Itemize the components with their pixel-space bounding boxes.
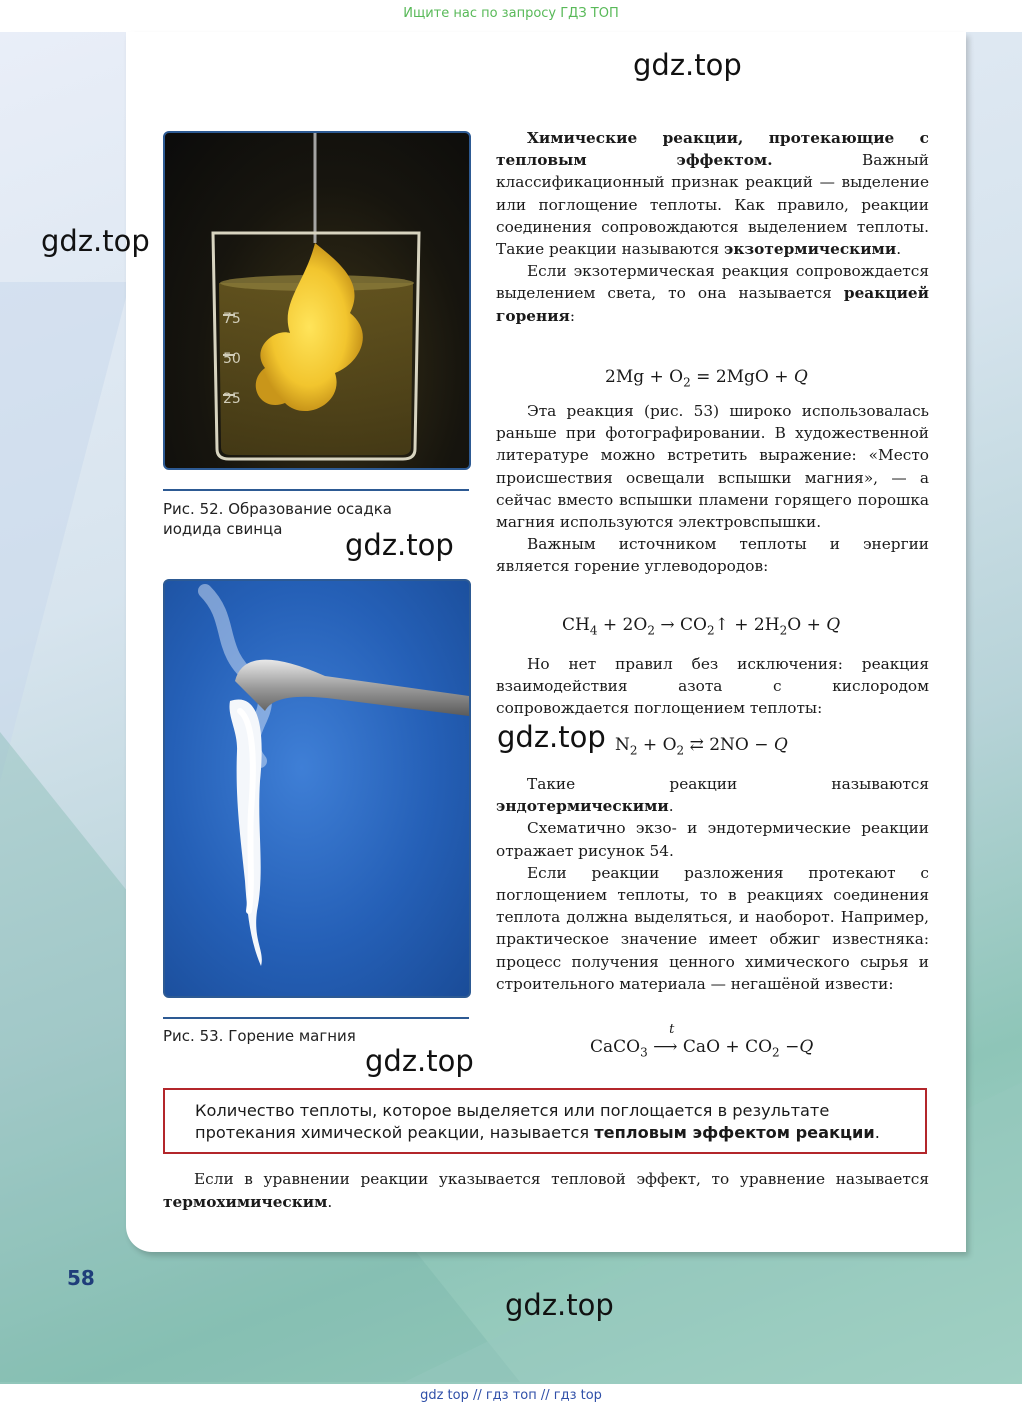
watermark: gdz.top	[41, 224, 150, 258]
equation-2: $CH_4 + 2O_2$ → $CO_2↑ + 2H_2O + Q$	[562, 615, 841, 638]
beaker-mark-50: 50	[223, 351, 241, 367]
paragraph: Если реакции разложения протекают с поглощением теплоты, то в реакциях соединения теплота должна выделяться, и наоборот. Например, практическое значение имеет обжиг известняка: процесс получения ценного химического сырья и строительного материала — негашёной извести:	[496, 863, 929, 993]
text-block-1	[496, 127, 929, 327]
term-exothermic: экзотермическими	[724, 240, 897, 259]
magnesium-flame-illustration	[165, 581, 469, 996]
caption-rule	[163, 1017, 469, 1019]
equation-3: $N_2 + O_2$ ⇄ 2NO − Q	[615, 735, 788, 758]
equation-4: CaCO$_3$ t ⟶ CaO + $CO_2 -Q$	[590, 1022, 814, 1060]
figure-53-image	[163, 579, 471, 998]
paragraph: Эта реакция (рис. 53) широко использовалась раньше при фотографировании. В художественной литературе можно встретить выражение: «Место происшествия освещали вспышки магния», — а сейчас вместо вспышки пламени горящего порошка магния используются электровспышки.	[496, 402, 929, 532]
equation-1: $2Mg + O_2 = 2MgO + Q$	[605, 367, 808, 390]
top-banner[interactable]: Ищите нас по запросу ГДЗ ТОП	[403, 6, 619, 21]
term-combustion: реакцией горения	[496, 284, 929, 325]
term-thermochemical: термохимическим	[163, 1193, 328, 1211]
paragraph: Такие реакции называются эндотермическими.	[496, 775, 929, 816]
figure-52-image	[163, 131, 471, 470]
paragraph: Если в уравнении реакции указывается тепловой эффект, то уравнение называется термохимическим.	[163, 1170, 929, 1211]
figure-52-caption: Рис. 52. Образование осадка иодида свинца	[163, 500, 392, 538]
beaker-mark-25: 25	[223, 391, 241, 407]
paragraph: Но нет правил без исключения: реакция взаимодействия азота с кислородом сопровождается поглощением теплоты:	[496, 655, 929, 718]
watermark: gdz.top	[505, 1288, 614, 1322]
caption-rule	[163, 489, 469, 491]
watermark: gdz.top	[497, 720, 606, 754]
watermark: gdz.top	[365, 1044, 474, 1078]
figure-53-caption: Рис. 53. Горение магния	[163, 1027, 356, 1045]
section-heading: Химические реакции, протекающие с тепловым эффектом.	[496, 129, 929, 170]
watermark: gdz.top	[345, 528, 454, 562]
watermark: gdz.top	[633, 48, 742, 82]
paragraph: Важным источником теплоты и энергии является горение углеводородов:	[496, 535, 929, 576]
term-heat-effect: тепловым эффектом реакции	[594, 1123, 875, 1142]
page-number: 58	[67, 1266, 95, 1290]
beaker-mark-75: 75	[223, 311, 241, 327]
text-block-4	[496, 773, 929, 995]
text-block-2	[496, 400, 929, 578]
text-block-3	[496, 653, 929, 720]
text-block-final	[163, 1168, 929, 1214]
paragraph: Химические реакции, протекающие с тепловым эффектом. Важный классификационный признак реакций — выделение или поглощение теплоты. Как правило, реакции соединения сопровождаются выделением теплоты. Такие реакции называются экзотермическими.	[496, 129, 929, 259]
paragraph: Если экзотермическая реакция сопровождается выделением света, то она называется реакцией горения:	[496, 262, 929, 325]
definition-box: Количество теплоты, которое выделяется или поглощается в результате протекания химической реакции, называется тепловым эффектом реакции.	[163, 1088, 927, 1154]
paragraph: Схематично экзо- и эндотермические реакции отражает рисунок 54.	[496, 819, 929, 860]
background-shape	[0, 282, 130, 782]
term-endothermic: эндотермическими	[496, 797, 669, 816]
beaker-illustration	[165, 133, 469, 468]
bottom-banner[interactable]: gdz top // гдз топ // гдз top	[420, 1388, 602, 1403]
